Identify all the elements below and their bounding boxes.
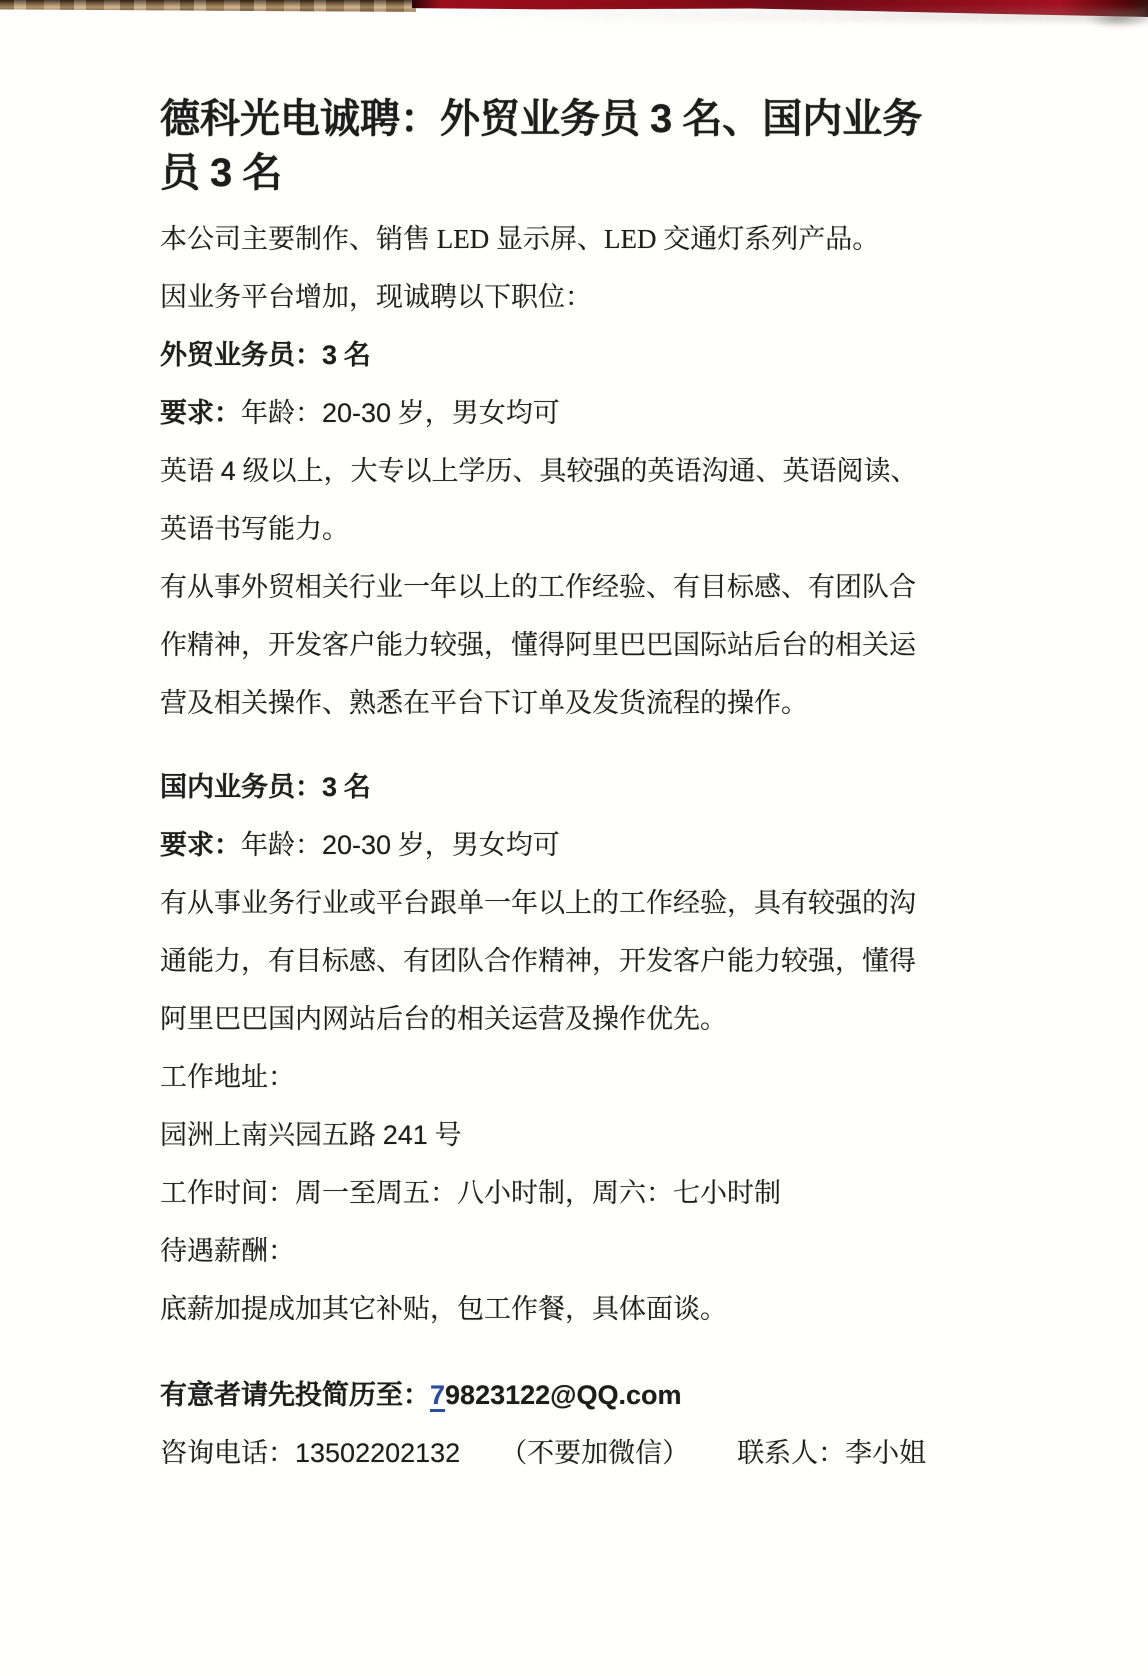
foreign-trade-heading [160,326,970,384]
text-segment: 名 [337,340,371,370]
shadow-smudge [1086,10,1148,27]
text-segment: 有从事外贸相关行业一年以上的工作经验、有目标感、有团队合 [160,572,916,602]
text-segment: 英语书写能力。 [160,514,349,544]
text-segment: 岁，男女均可 [391,830,560,860]
text-segment: 底薪加提成加其它补贴，包工作餐，具体面谈。 [160,1294,727,1324]
text-segment: 241 [382,1120,428,1150]
text-segment: 名、国内业务 [672,96,923,141]
foreign-trade-experience-2 [160,616,970,674]
text-segment: 有从事业务行业或平台跟单一年以上的工作经验，具有较强的沟 [160,888,916,918]
salary-label [160,1222,970,1280]
text-segment: 营及相关操作、熟悉在平台下订单及发货流程的操作。 [160,688,808,718]
email-address-rest: 9823122@QQ.com [445,1380,682,1410]
text-segment: 工作地址： [160,1062,295,1092]
text-segment: 级以上，大专以上学历、具较强的英语沟通、英语阅读、 [235,456,918,486]
text-segment: 有意者请先投简历至： [160,1380,430,1410]
text-segment: 年龄： [241,398,322,428]
text-segment: 20-30 [322,398,392,428]
text-segment: 德科光电诚聘：外贸业务员 [160,96,650,141]
hiring-intro [160,268,970,326]
apply-email-line [160,1366,970,1424]
work-address-value [160,1106,970,1164]
contact-person: 联系人：李小姐 [737,1438,927,1468]
salary-detail [160,1280,970,1338]
foreign-trade-english-requirement-2 [160,500,970,558]
text-segment: 号 [427,1120,462,1150]
text-segment: 英语 [160,456,221,486]
domestic-experience-3 [160,990,970,1048]
text-segment: 园洲上南兴园五路 [160,1120,383,1150]
work-hours [160,1164,970,1222]
domestic-age-requirement [160,816,970,874]
document-content [160,0,970,1482]
text-segment: 3 [650,97,673,141]
text-segment: 国内业务员： [160,772,322,802]
email-first-char: 7 [430,1380,446,1410]
foreign-trade-experience-1 [160,558,970,616]
text-segment: 3 [210,151,233,195]
text-segment: 岁，男女均可 [391,398,560,428]
text-segment: 3 [322,340,338,370]
foreign-trade-age-requirement [160,384,970,442]
title-line-2 [160,146,970,200]
text-segment: 因业务平台增加，现诚聘以下职位： [160,282,592,312]
contact-line [160,1424,970,1482]
text-segment: 阿里巴巴国内网站后台的相关运营及操作优先。 [160,1004,727,1034]
text-segment: 员 [160,150,210,195]
company-intro [160,210,970,268]
text-segment: 通能力，有目标感、有团队合作精神，开发客户能力较强，懂得 [160,946,916,976]
phone-number: 13502202132 [295,1438,461,1468]
text-segment: 待遇薪酬： [160,1236,295,1266]
text-segment: 工作时间：周一至周五：八小时制，周六：七小时制 [160,1178,781,1208]
text-segment: 作精神，开发客户能力较强，懂得阿里巴巴国际站后台的相关运 [160,630,916,660]
domestic-experience-2 [160,932,970,990]
text-segment: 3 [322,772,338,802]
domestic-experience-1 [160,874,970,932]
text-segment: 外贸业务员： [160,340,322,370]
text-segment: 咨询电话： [160,1438,295,1468]
text-segment: 4 [220,456,236,486]
work-address-label [160,1048,970,1106]
foreign-trade-experience-3 [160,674,970,732]
no-wechat-note: （不要加微信） [500,1438,690,1468]
text-segment: 名 [337,772,371,802]
text-segment: 年龄： [241,830,322,860]
text-segment: 要求： [160,398,241,428]
text-segment: 本公司主要制作、销售 LED 显示屏、LED 交通灯系列产品。 [160,224,880,254]
text-segment: 名 [232,150,283,195]
text-segment: 要求： [160,830,241,860]
domestic-heading [160,758,970,816]
title-line-1 [160,92,970,146]
text-segment: 20-30 [322,830,392,860]
foreign-trade-english-requirement-1 [160,442,970,500]
